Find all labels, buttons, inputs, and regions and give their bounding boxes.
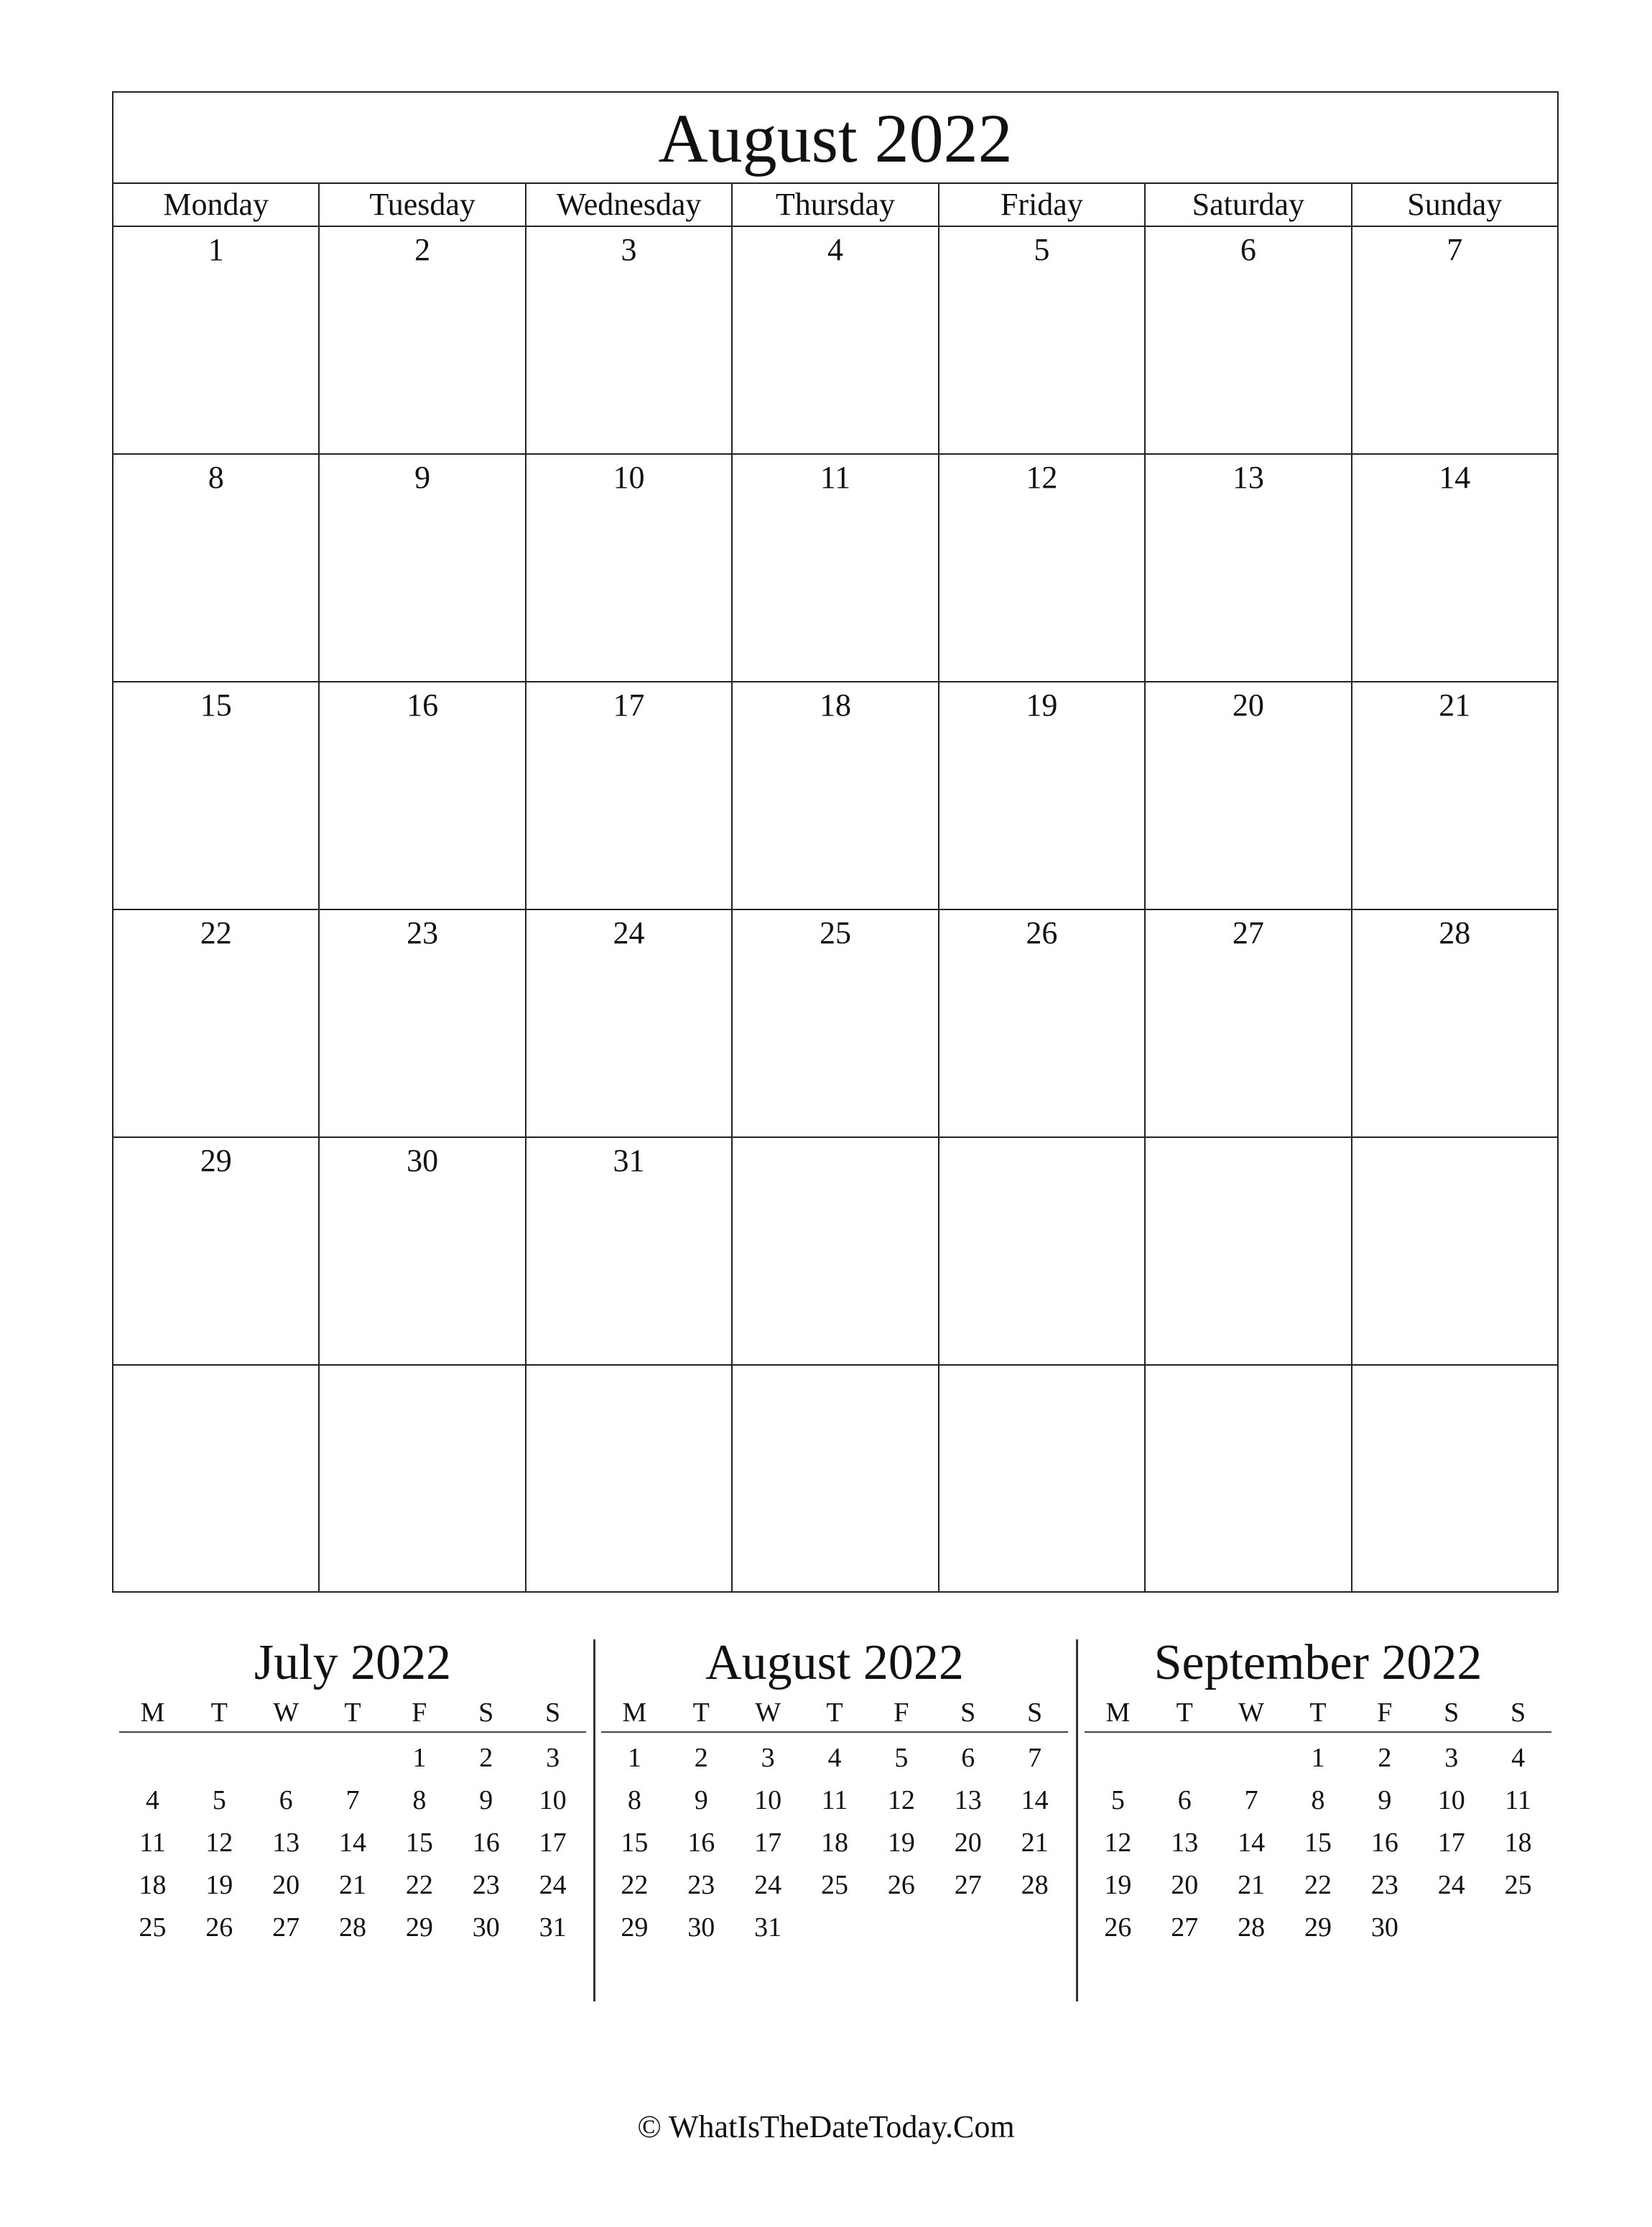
calendar-grid xyxy=(113,227,1557,1592)
mini-day: 7 xyxy=(1028,1743,1042,1773)
day-cell: 12 xyxy=(938,455,1144,681)
mini-day: 23 xyxy=(687,1870,715,1900)
mini-day: 10 xyxy=(539,1785,567,1815)
mini-weekday-header xyxy=(601,1695,1068,1733)
mini-weekday: F xyxy=(894,1698,909,1728)
mini-day: 21 xyxy=(1238,1870,1266,1900)
mini-day: 10 xyxy=(1437,1785,1465,1815)
day-cell: 24 xyxy=(525,910,731,1136)
mini-day: 3 xyxy=(761,1743,775,1773)
mini-week-row xyxy=(119,1907,586,1949)
mini-day xyxy=(119,1737,186,1779)
mini-day: 30 xyxy=(472,1912,500,1943)
main-calendar-title: August 2022 xyxy=(113,93,1557,184)
mini-day: 14 xyxy=(1238,1828,1266,1858)
mini-calendar-days xyxy=(1085,1733,1551,1949)
mini-day xyxy=(1001,1907,1068,1949)
mini-day: 19 xyxy=(1104,1870,1132,1900)
mini-day: 2 xyxy=(479,1743,493,1773)
mini-day: 28 xyxy=(339,1912,366,1943)
day-cell xyxy=(113,1366,318,1592)
mini-weekday: M xyxy=(622,1698,647,1728)
day-cell xyxy=(731,1138,937,1364)
mini-day: 25 xyxy=(139,1912,167,1943)
mini-day: 28 xyxy=(1021,1870,1049,1900)
day-cell xyxy=(318,1366,524,1592)
mini-day: 1 xyxy=(1311,1743,1325,1773)
day-cell xyxy=(1144,1138,1350,1364)
mini-day: 11 xyxy=(821,1785,848,1815)
day-cell: 19 xyxy=(938,682,1144,909)
week-row xyxy=(113,910,1557,1138)
weekday-wednesday: Wednesday xyxy=(525,184,731,226)
mini-week-row xyxy=(119,1737,586,1779)
mini-weekday: T xyxy=(344,1698,361,1728)
day-cell: 10 xyxy=(525,455,731,681)
day-cell: 20 xyxy=(1144,682,1350,909)
day-cell: 9 xyxy=(318,455,524,681)
mini-day: 27 xyxy=(272,1912,300,1943)
day-cell: 28 xyxy=(1351,910,1557,1136)
mini-day: 22 xyxy=(405,1870,433,1900)
mini-weekday-header xyxy=(119,1695,586,1733)
day-cell: 8 xyxy=(208,460,224,495)
mini-week-row xyxy=(1085,1864,1551,1907)
mini-week-row xyxy=(1085,1779,1551,1822)
mini-calendar-days xyxy=(119,1733,586,1949)
week-row xyxy=(113,1366,1557,1592)
mini-day: 7 xyxy=(1244,1785,1258,1815)
mini-day: 29 xyxy=(405,1912,433,1943)
mini-week-row xyxy=(601,1907,1068,1949)
mini-day: 13 xyxy=(272,1828,300,1858)
day-cell xyxy=(731,1366,937,1592)
mini-day xyxy=(1218,1737,1285,1779)
mini-day: 1 xyxy=(412,1743,427,1773)
day-cell: 23 xyxy=(318,910,524,1136)
day-cell: 25 xyxy=(731,910,937,1136)
mini-weekday: S xyxy=(545,1698,561,1728)
mini-day: 16 xyxy=(1370,1828,1398,1858)
mini-week-row xyxy=(601,1737,1068,1779)
mini-day xyxy=(320,1737,386,1779)
mini-calendar-title: September 2022 xyxy=(1154,1635,1482,1690)
mini-day: 31 xyxy=(754,1912,782,1943)
day-cell: 18 xyxy=(731,682,937,909)
mini-day: 18 xyxy=(139,1870,167,1900)
day-cell: 1 xyxy=(208,232,224,267)
day-cell: 7 xyxy=(1351,227,1557,453)
weekday-friday: Friday xyxy=(938,184,1144,226)
mini-weekday: S xyxy=(1444,1698,1460,1728)
mini-day: 29 xyxy=(1304,1912,1332,1943)
mini-day: 18 xyxy=(1504,1828,1532,1858)
mini-day: 16 xyxy=(687,1828,715,1858)
day-cell xyxy=(938,1366,1144,1592)
mini-day: 17 xyxy=(539,1828,567,1858)
mini-day: 12 xyxy=(205,1828,233,1858)
mini-week-row xyxy=(1085,1822,1551,1864)
day-cell: 3 xyxy=(525,227,731,453)
day-cell: 22 xyxy=(200,915,232,950)
mini-day: 6 xyxy=(961,1743,975,1773)
mini-calendar-title: August 2022 xyxy=(705,1635,964,1690)
day-cell: 26 xyxy=(938,910,1144,1136)
mini-weekday-header xyxy=(1085,1695,1551,1733)
mini-day xyxy=(1485,1907,1551,1949)
mini-day: 18 xyxy=(821,1828,848,1858)
mini-calendar-days xyxy=(601,1733,1068,1949)
mini-day xyxy=(1418,1907,1485,1949)
mini-day: 15 xyxy=(1304,1828,1332,1858)
week-row xyxy=(113,1138,1557,1366)
mini-day: 5 xyxy=(894,1743,909,1773)
mini-calendar-divider xyxy=(1076,1639,1078,2001)
mini-day: 30 xyxy=(1370,1912,1398,1943)
mini-weekday: W xyxy=(273,1698,300,1728)
mini-weekday: T xyxy=(1309,1698,1327,1728)
mini-day: 20 xyxy=(954,1828,982,1858)
mini-day: 17 xyxy=(754,1828,782,1858)
mini-day: 15 xyxy=(621,1828,649,1858)
mini-day: 22 xyxy=(1304,1870,1332,1900)
mini-day: 5 xyxy=(1110,1785,1125,1815)
copyright-footer: © WhatIsTheDateToday.Com xyxy=(637,2109,1015,2144)
mini-week-row xyxy=(601,1779,1068,1822)
mini-day: 24 xyxy=(539,1870,567,1900)
mini-day: 3 xyxy=(546,1743,560,1773)
mini-day: 25 xyxy=(1504,1870,1532,1900)
mini-day: 27 xyxy=(1171,1912,1199,1943)
mini-day: 14 xyxy=(1021,1785,1049,1815)
week-row xyxy=(113,455,1557,682)
mini-day: 20 xyxy=(272,1870,300,1900)
day-cell: 14 xyxy=(1351,455,1557,681)
mini-day: 24 xyxy=(754,1870,782,1900)
weekday-saturday: Saturday xyxy=(1144,184,1350,226)
mini-day: 19 xyxy=(887,1828,915,1858)
mini-day xyxy=(934,1907,1001,1949)
mini-day: 5 xyxy=(212,1785,226,1815)
mini-calendar-august xyxy=(601,1631,1068,1949)
mini-day: 25 xyxy=(821,1870,848,1900)
day-cell: 2 xyxy=(318,227,524,453)
mini-weekday: M xyxy=(140,1698,165,1728)
mini-week-row xyxy=(1085,1737,1551,1779)
mini-day: 4 xyxy=(1511,1743,1526,1773)
mini-day: 8 xyxy=(627,1785,641,1815)
mini-calendar-july xyxy=(119,1631,586,1949)
mini-day: 31 xyxy=(539,1912,567,1943)
day-cell: 27 xyxy=(1144,910,1350,1136)
main-calendar xyxy=(112,91,1559,1593)
mini-day: 8 xyxy=(1311,1785,1325,1815)
mini-calendar-september xyxy=(1085,1631,1551,1949)
mini-day: 11 xyxy=(139,1828,166,1858)
mini-day: 1 xyxy=(627,1743,641,1773)
mini-day: 15 xyxy=(405,1828,433,1858)
day-cell: 4 xyxy=(731,227,937,453)
mini-week-row xyxy=(119,1779,586,1822)
mini-week-row xyxy=(119,1822,586,1864)
mini-day: 27 xyxy=(954,1870,982,1900)
mini-day: 12 xyxy=(1104,1828,1132,1858)
day-cell: 31 xyxy=(525,1138,731,1364)
mini-day: 23 xyxy=(472,1870,500,1900)
mini-day: 8 xyxy=(412,1785,427,1815)
mini-day xyxy=(1085,1737,1151,1779)
mini-day: 19 xyxy=(205,1870,233,1900)
mini-day: 28 xyxy=(1238,1912,1266,1943)
mini-week-row xyxy=(601,1864,1068,1907)
mini-weekday: T xyxy=(1176,1698,1193,1728)
weekday-monday: Monday xyxy=(163,187,269,222)
mini-weekday: T xyxy=(210,1698,228,1728)
day-cell: 17 xyxy=(525,682,731,909)
mini-day: 10 xyxy=(754,1785,782,1815)
mini-day: 16 xyxy=(472,1828,500,1858)
day-cell: 5 xyxy=(938,227,1144,453)
mini-weekday: F xyxy=(412,1698,427,1728)
day-cell xyxy=(1351,1366,1557,1592)
mini-weekday: M xyxy=(1105,1698,1131,1728)
mini-day: 4 xyxy=(827,1743,842,1773)
mini-day: 13 xyxy=(954,1785,982,1815)
mini-day: 9 xyxy=(1378,1785,1392,1815)
mini-calendar-title: July 2022 xyxy=(254,1635,452,1690)
day-cell: 15 xyxy=(200,687,232,723)
mini-day xyxy=(1151,1737,1218,1779)
mini-week-row xyxy=(1085,1907,1551,1949)
day-cell xyxy=(1144,1366,1350,1592)
mini-weekday: W xyxy=(755,1698,781,1728)
mini-day: 26 xyxy=(887,1870,915,1900)
day-cell xyxy=(938,1138,1144,1364)
day-cell: 29 xyxy=(200,1143,232,1178)
mini-day: 9 xyxy=(694,1785,708,1815)
day-cell: 11 xyxy=(731,455,937,681)
weekday-tuesday: Tuesday xyxy=(318,184,524,226)
weekday-thursday: Thursday xyxy=(731,184,937,226)
mini-calendar-divider xyxy=(593,1639,595,2001)
mini-day: 21 xyxy=(1021,1828,1049,1858)
mini-weekday: S xyxy=(960,1698,976,1728)
mini-day: 9 xyxy=(479,1785,493,1815)
mini-day: 24 xyxy=(1437,1870,1465,1900)
weekday-header-row xyxy=(113,184,1557,227)
mini-day: 23 xyxy=(1370,1870,1398,1900)
mini-day: 2 xyxy=(1378,1743,1392,1773)
week-row xyxy=(113,682,1557,910)
mini-day: 13 xyxy=(1171,1828,1199,1858)
day-cell: 13 xyxy=(1144,455,1350,681)
mini-weekday: S xyxy=(1511,1698,1526,1728)
mini-day: 2 xyxy=(694,1743,708,1773)
mini-day: 20 xyxy=(1171,1870,1199,1900)
mini-weekday: T xyxy=(692,1698,710,1728)
mini-day xyxy=(802,1907,868,1949)
day-cell: 30 xyxy=(318,1138,524,1364)
mini-weekday: S xyxy=(478,1698,494,1728)
mini-day: 26 xyxy=(1104,1912,1132,1943)
day-cell: 16 xyxy=(318,682,524,909)
mini-day xyxy=(186,1737,253,1779)
mini-day: 6 xyxy=(1177,1785,1192,1815)
mini-day: 30 xyxy=(687,1912,715,1943)
mini-weekday: W xyxy=(1238,1698,1265,1728)
mini-day: 29 xyxy=(621,1912,649,1943)
mini-day: 21 xyxy=(339,1870,366,1900)
mini-day: 11 xyxy=(1505,1785,1531,1815)
day-cell: 21 xyxy=(1351,682,1557,909)
weekday-sunday: Sunday xyxy=(1351,184,1557,226)
mini-day: 3 xyxy=(1444,1743,1459,1773)
mini-day xyxy=(253,1737,320,1779)
mini-day: 14 xyxy=(339,1828,366,1858)
mini-day: 12 xyxy=(887,1785,915,1815)
mini-day xyxy=(868,1907,934,1949)
mini-week-row xyxy=(601,1822,1068,1864)
mini-weekday: S xyxy=(1027,1698,1043,1728)
day-cell: 6 xyxy=(1144,227,1350,453)
mini-day: 17 xyxy=(1437,1828,1465,1858)
mini-day: 26 xyxy=(205,1912,233,1943)
mini-day: 7 xyxy=(345,1785,360,1815)
week-row xyxy=(113,227,1557,455)
mini-day: 4 xyxy=(145,1785,159,1815)
mini-day: 6 xyxy=(279,1785,293,1815)
mini-weekday: F xyxy=(1377,1698,1393,1728)
day-cell xyxy=(1351,1138,1557,1364)
day-cell xyxy=(525,1366,731,1592)
mini-day: 22 xyxy=(621,1870,649,1900)
mini-weekday: T xyxy=(826,1698,843,1728)
mini-week-row xyxy=(119,1864,586,1907)
